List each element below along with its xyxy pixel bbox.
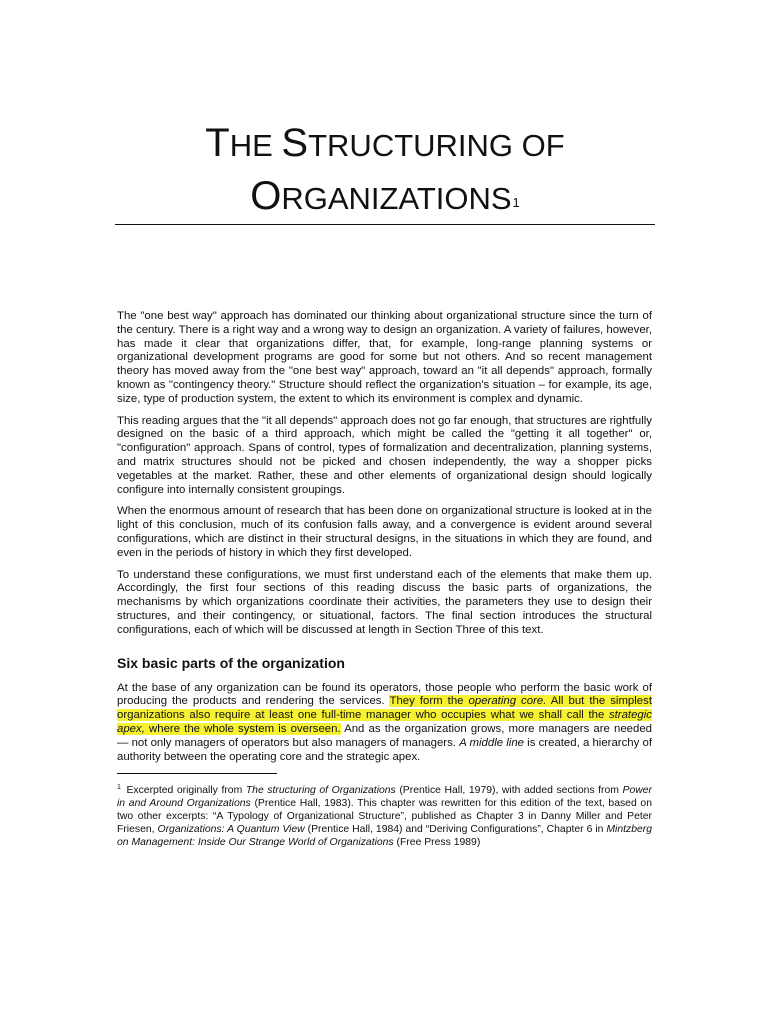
title-initial: T bbox=[205, 121, 230, 165]
text-run: At the base of any organization can be found its operators, those people who perform the basic work of producing the products and rendering the services. bbox=[117, 681, 652, 708]
paragraph: The "one best way" approach has dominated our thinking about organizational structure since the turn of the century. There is a right way and a wrong way to design an organization. A variety of failures, however, has made it clear that organizations differ, that, for example, long-range planning systems or organizational development programs are good for some but not others. And so recent management theory has moved away from the "one best way" approach, toward an "it all depends" approach, formally known as "contingency theory." Structure should reflect the organization's situation – for example, its age, size, type of production system, the extent to which its environment is complex and dynamic. bbox=[117, 310, 652, 405]
paragraph: This reading argues that the "it all depends" approach does not go far enough, that structures are rightfully designed on the basic of a third approach, which might be called the "getting it all together" or, "configuration" approach. Spans of control, types of formalization and decentralization, planning systems, and matrix structures should not be picked and chosen independently, the way a shopper picks vegetables at the market. Rather, these and other elements of organizational design should logically configure into internally consistent groupings. bbox=[117, 414, 652, 496]
book-title: Mintzberg on Management: Inside Our Strange World of Organizations bbox=[117, 823, 653, 848]
emphasis-term: A middle line bbox=[459, 736, 524, 749]
document-title bbox=[115, 118, 655, 228]
text-run: (Free Press 1989) bbox=[393, 836, 481, 848]
article-body bbox=[117, 310, 652, 857]
text-run: All but the simplest organizations also require at least one full-time manager who occupies what we shall call the bbox=[117, 695, 652, 722]
paragraph: To understand these configurations, we must first understand each of the elements that make them up. Accordingly, the first four sections of this reading discuss the basic parts of organizations, the mechanisms by which organizations coordinate their activities, the parameters they use to design their structures, and their contingency, or situational, factors. The final section introduces the structural configurations, each of which will be discussed at length in Section Three of this text. bbox=[117, 568, 652, 636]
section-heading: Six basic parts of the organization bbox=[117, 654, 345, 671]
title-divider bbox=[115, 224, 655, 225]
title-initial: O bbox=[250, 174, 282, 218]
title-text: RGANIZATIONS bbox=[281, 181, 512, 216]
emphasis-term: strategic apex, bbox=[117, 709, 652, 735]
paragraph bbox=[117, 682, 652, 765]
title-text: TRUCTURING OF bbox=[308, 128, 565, 163]
text-run: (Prentice Hall, 1984) and “Deriving Configurations”, Chapter 6 in bbox=[304, 823, 607, 835]
title-text: HE bbox=[229, 128, 282, 163]
text-run: They form the bbox=[389, 695, 469, 708]
emphasis-term: operating core. bbox=[468, 695, 547, 708]
text-run: (Prentice Hall, 1983). This chapter was rewritten for this edition of the text, based on two other excerpts: “A Typology of Organizational Structure”, published as Chapter 3 in Danny Miller and Peter Friesen, bbox=[117, 798, 652, 835]
footnote-mark: 1 bbox=[117, 784, 121, 792]
book-title: Organizations: A Quantum View bbox=[157, 823, 305, 835]
title-initial: S bbox=[281, 121, 309, 165]
paragraph: When the enormous amount of research that has been done on organizational structure is looked at in the light of this conclusion, much of its confusion falls away, and a convergence is evident around several configurations, which are distinct in their structural designs, in the situations in which they are found, and even in the periods of history in which they first developed. bbox=[117, 505, 652, 559]
text-run: is created, a hierarchy of authority between the operating core and the strategic apex. bbox=[117, 736, 653, 763]
book-title: The structuring of Organizations bbox=[245, 785, 396, 797]
text-run: (Prentice Hall, 1979), with added sections from bbox=[395, 785, 623, 797]
footnote bbox=[117, 782, 652, 849]
text-run: where the whole system is overseen. bbox=[144, 722, 341, 735]
text-run: And as the organization grows, more managers are needed — not only managers of operators but also managers of managers. bbox=[117, 722, 653, 749]
book-title: Power in and Around Organizations bbox=[117, 785, 652, 810]
title-footnote-mark: 1 bbox=[512, 195, 520, 210]
footnote-divider bbox=[117, 773, 277, 774]
text-run: Excerpted originally from bbox=[122, 785, 246, 797]
